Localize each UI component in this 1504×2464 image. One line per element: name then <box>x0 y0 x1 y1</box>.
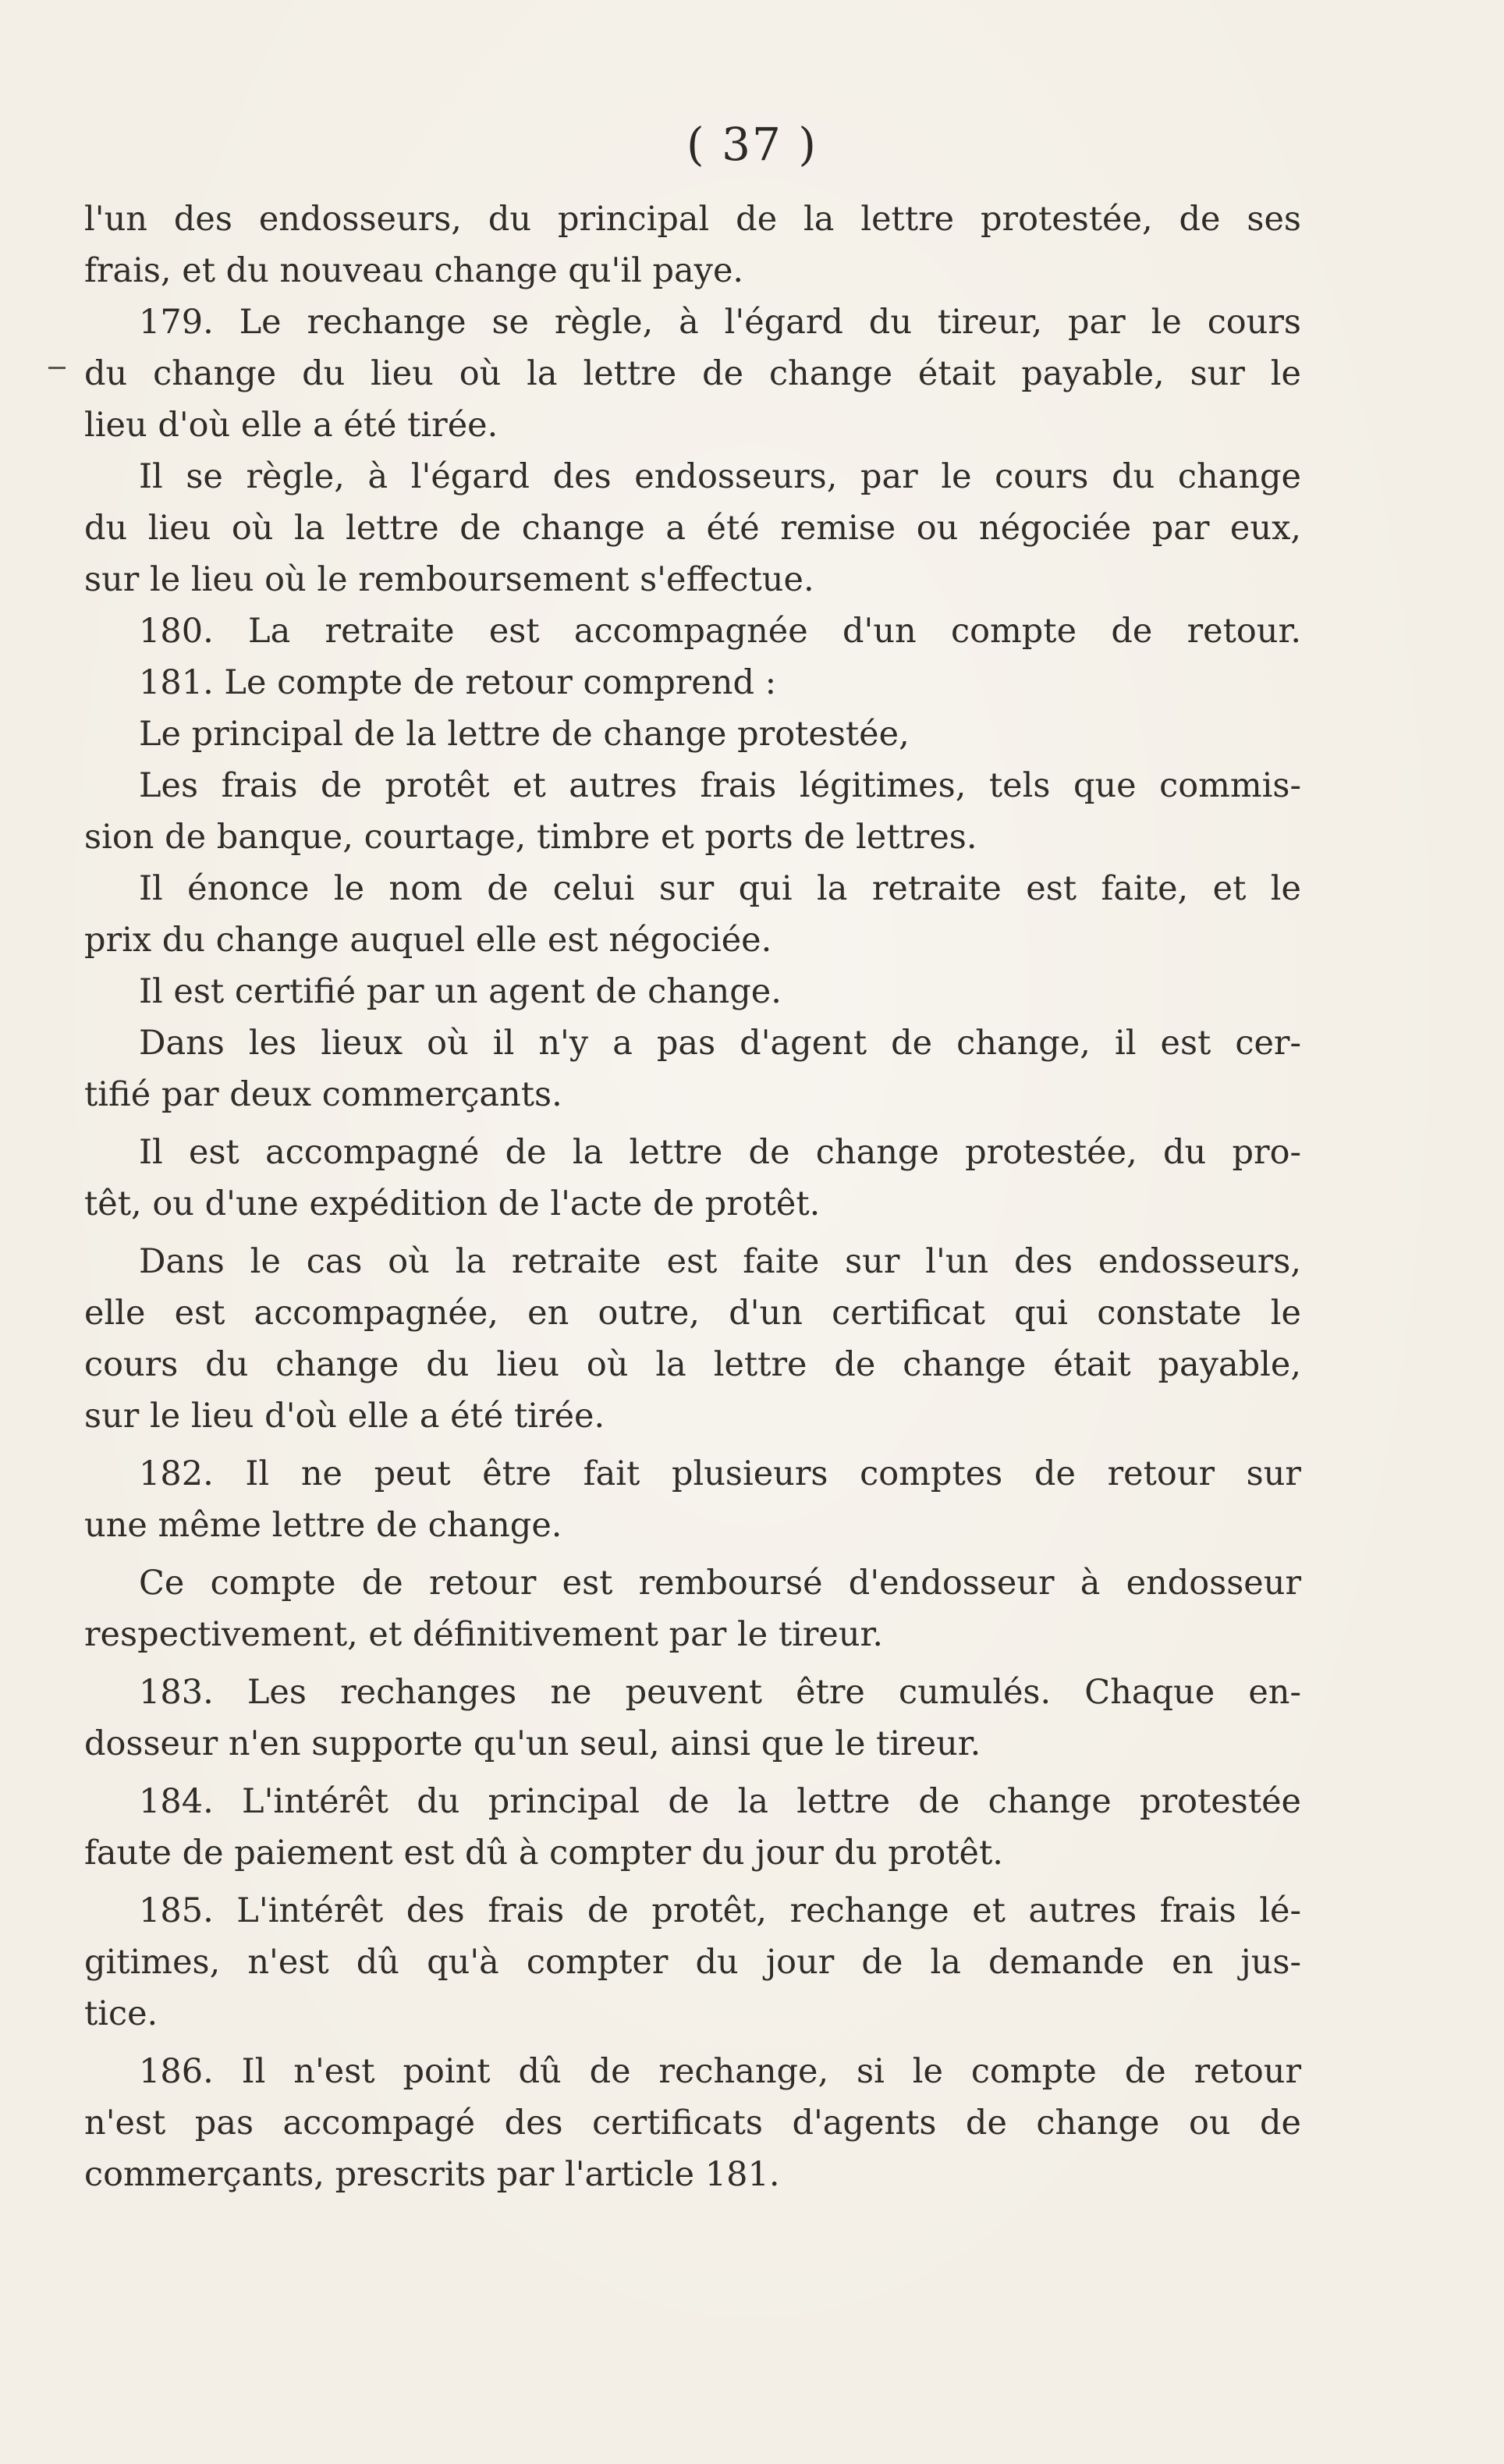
text-line: 179. Le rechange se règle, à l'égard du tireur, par le cours <box>139 303 1301 342</box>
text-line: Dans le cas où la retraite est faite sur l'un des endosseurs, <box>139 1242 1301 1281</box>
text-line: Il est accompagné de la lettre de change protestée, du pro- <box>139 1133 1301 1172</box>
text-line: 183. Les rechanges ne peuvent être cumulés. Chaque en- <box>139 1673 1301 1712</box>
text-line: n'est pas accompagé des certificats d'agents de change ou de <box>84 2104 1301 2143</box>
text-line: respectivement, et définitivement par le tireur. <box>84 1615 884 1654</box>
text-line: tice. <box>84 1994 158 2033</box>
text-line: tifié par deux commerçants. <box>84 1075 562 1114</box>
text-line: Il est certifié par un agent de change. <box>139 972 782 1011</box>
text-line: cours du change du lieu où la lettre de change était payable, <box>84 1345 1301 1384</box>
text-line: 184. L'intérêt du principal de la lettre de change protestée <box>139 1782 1301 1821</box>
text-line: Il énonce le nom de celui sur qui la retraite est faite, et le <box>139 869 1301 908</box>
text-line: Le principal de la lettre de change protestée, <box>139 715 910 754</box>
text-line: du change du lieu où la lettre de change était payable, sur le <box>84 354 1301 393</box>
text-line: Les frais de protêt et autres frais légitimes, tels que commis- <box>139 766 1301 805</box>
text-line: dosseur n'en supporte qu'un seul, ainsi que le tireur. <box>84 1724 981 1763</box>
page-number: ( 37 ) <box>686 118 818 171</box>
text-line: 186. Il n'est point dû de rechange, si le compte de retour <box>139 2052 1301 2091</box>
text-line: Ce compte de retour est remboursé d'endosseur à endosseur <box>139 1564 1301 1603</box>
text-line: faute de paiement est dû à compter du jour du protêt. <box>84 1834 1003 1873</box>
text-line: 181. Le compte de retour comprend : <box>139 663 777 702</box>
margin-mark <box>48 367 66 369</box>
text-line: Il se règle, à l'égard des endosseurs, par le cours du change <box>139 457 1301 496</box>
text-line: 185. L'intérêt des frais de protêt, rechange et autres frais lé- <box>139 1891 1301 1930</box>
text-line: commerçants, prescrits par l'article 181. <box>84 2155 780 2194</box>
text-line: sur le lieu d'où elle a été tirée. <box>84 1397 605 1436</box>
text-line: prix du change auquel elle est négociée. <box>84 921 772 960</box>
text-line: du lieu où la lettre de change a été remise ou négociée par eux, <box>84 509 1301 548</box>
text-line: 180. La retraite est accompagnée d'un compte de retour. <box>139 612 1301 651</box>
text-line: sion de banque, courtage, timbre et ports de lettres. <box>84 818 977 857</box>
text-line: une même lettre de change. <box>84 1506 562 1545</box>
text-line: 182. Il ne peut être fait plusieurs comptes de retour sur <box>139 1454 1301 1493</box>
text-line: elle est accompagnée, en outre, d'un certificat qui constate le <box>84 1294 1301 1333</box>
text-line: sur le lieu où le remboursement s'effectue. <box>84 560 814 599</box>
text-line: Dans les lieux où il n'y a pas d'agent de change, il est cer- <box>139 1024 1301 1063</box>
text-line: lieu d'où elle a été tirée. <box>84 406 498 445</box>
text-line: têt, ou d'une expédition de l'acte de protêt. <box>84 1184 821 1223</box>
text-line: gitimes, n'est dû qu'à compter du jour de la demande en jus- <box>84 1943 1301 1982</box>
text-line: frais, et du nouveau change qu'il paye. <box>84 251 744 290</box>
body-text <box>84 193 1301 2200</box>
text-line: l'un des endosseurs, du principal de la lettre protestée, de ses <box>84 200 1301 239</box>
